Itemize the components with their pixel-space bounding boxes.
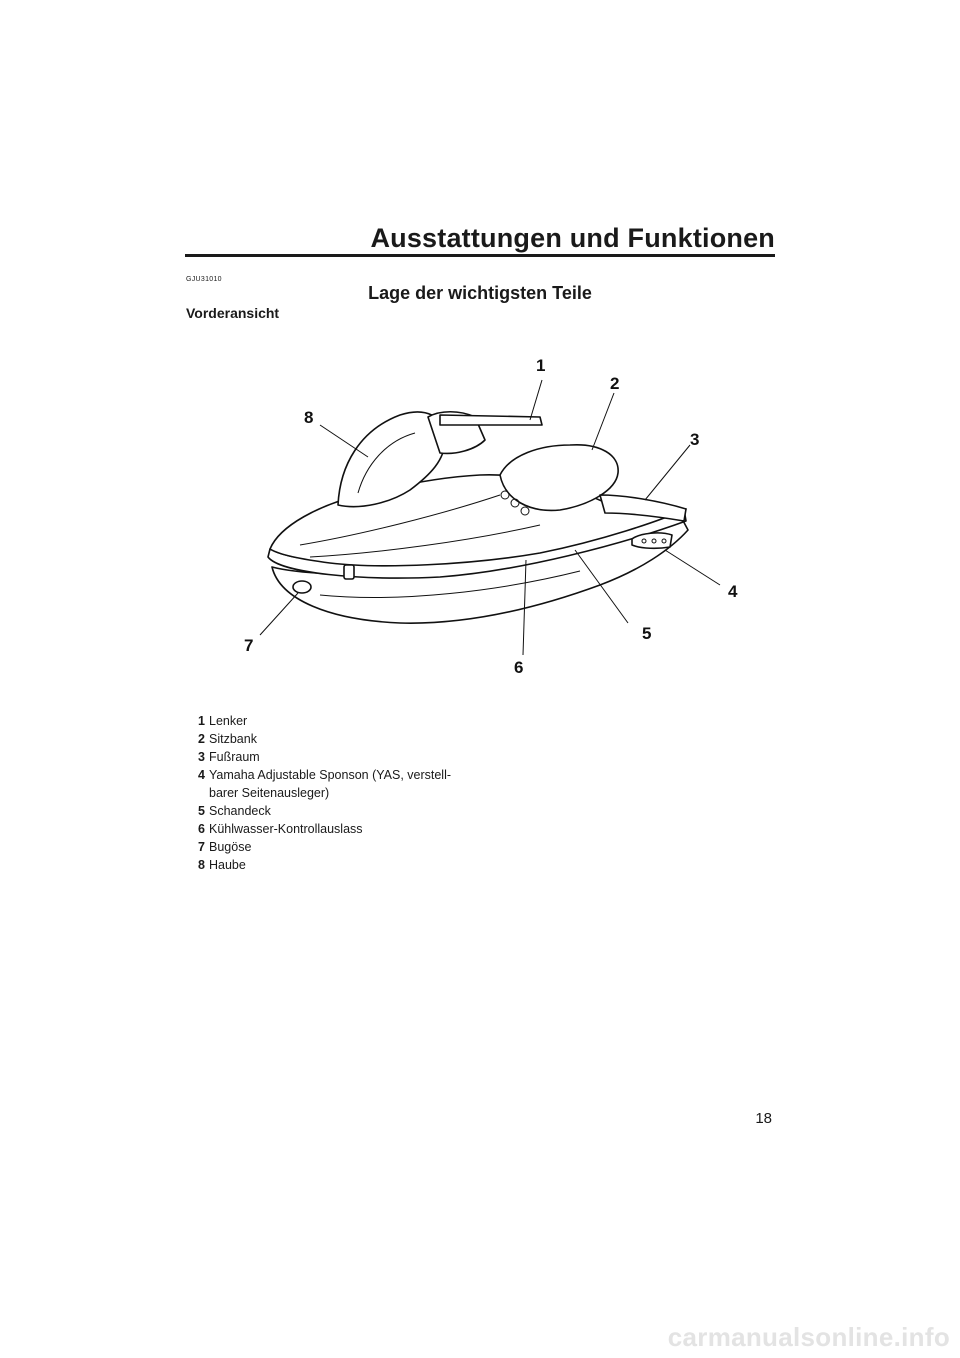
legend-text: Kühlwasser-Kontrollauslass bbox=[209, 822, 363, 836]
section-code: GJU31010 bbox=[186, 276, 222, 283]
legend-text: Haube bbox=[209, 858, 246, 872]
legend-text: Fußraum bbox=[209, 750, 260, 764]
callout-4: 4 bbox=[728, 582, 738, 601]
legend-text: Schandeck bbox=[209, 804, 271, 818]
legend-text: Yamaha Adjustable Sponson (YAS, verstell- barer Seitenausleger) bbox=[209, 768, 452, 800]
legend-item bbox=[198, 748, 498, 766]
handlebar bbox=[440, 415, 542, 425]
legend-num: 1 bbox=[198, 714, 205, 728]
legend-item bbox=[198, 712, 498, 730]
legend-num: 5 bbox=[198, 804, 205, 818]
legend-text: Sitzbank bbox=[209, 732, 257, 746]
chapter-title: Ausstattungen und Funktionen bbox=[370, 223, 775, 253]
legend-text: Lenker bbox=[209, 714, 248, 728]
watercraft-drawing bbox=[240, 345, 760, 675]
side-clip bbox=[344, 565, 354, 579]
page-number: 18 bbox=[755, 1110, 772, 1127]
legend-item bbox=[198, 766, 498, 802]
bow-eye bbox=[293, 581, 311, 593]
legend-item bbox=[198, 802, 498, 820]
callout-7: 7 bbox=[244, 636, 254, 655]
legend-num: 7 bbox=[198, 840, 205, 854]
watercraft-illustration bbox=[240, 345, 760, 675]
leader-1 bbox=[530, 380, 542, 420]
watermark-bar bbox=[0, 1322, 960, 1358]
view-subtitle: Vorderansicht bbox=[186, 305, 280, 321]
callout-2: 2 bbox=[610, 374, 620, 393]
leader-3 bbox=[645, 445, 690, 500]
callout-5: 5 bbox=[642, 624, 652, 643]
callout-1: 1 bbox=[536, 356, 546, 375]
leader-4 bbox=[665, 550, 720, 585]
callout-8: 8 bbox=[304, 408, 314, 427]
legend-num: 3 bbox=[198, 750, 205, 764]
legend-num: 6 bbox=[198, 822, 205, 836]
header-rule bbox=[185, 254, 775, 257]
legend-item bbox=[198, 838, 498, 856]
watermark-text: carmanualsonline.info bbox=[667, 1322, 950, 1352]
leader-8 bbox=[320, 425, 368, 457]
callout-3: 3 bbox=[690, 430, 700, 449]
legend-item bbox=[198, 820, 498, 838]
page-header bbox=[185, 222, 775, 254]
callout-6: 6 bbox=[514, 658, 524, 675]
legend-num: 2 bbox=[198, 732, 205, 746]
legend-num: 8 bbox=[198, 858, 205, 872]
leader-2 bbox=[592, 393, 614, 450]
section-title: Lage der wichtigsten Teile bbox=[368, 283, 592, 303]
legend-item bbox=[198, 730, 498, 748]
parts-legend bbox=[198, 712, 498, 874]
legend-text: Bugöse bbox=[209, 840, 252, 854]
leader-7 bbox=[260, 593, 298, 635]
legend-item bbox=[198, 856, 498, 874]
legend-num: 4 bbox=[198, 768, 205, 782]
